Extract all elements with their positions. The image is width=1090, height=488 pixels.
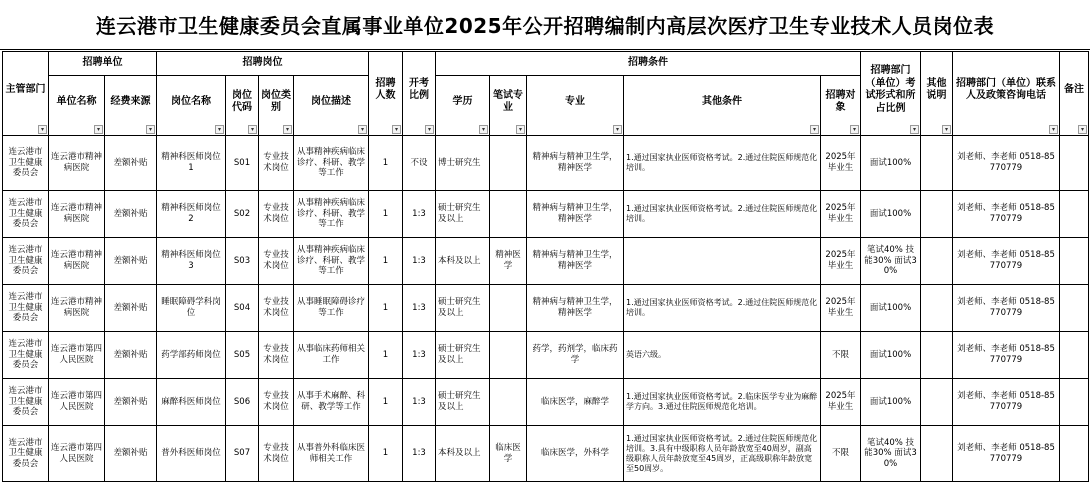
cell-contact[interactable]: 刘老师、李老师 0518-85770779 [953, 379, 1060, 426]
cell-other-cond[interactable]: 1.通过国家执业医师资格考试。2.通过住院医师规范化培训。 [624, 285, 821, 332]
cell-ratio[interactable]: 1:3 [403, 379, 436, 426]
cell-dept[interactable]: 连云港市卫生健康委员会 [3, 379, 49, 426]
filter-dropdown-icon[interactable]: ▾ [810, 125, 819, 134]
cell-written[interactable]: 临床医学 [490, 426, 527, 482]
cell-post[interactable]: 普外科医师岗位 [157, 426, 226, 482]
cell-unit[interactable]: 连云港市精神病医院 [49, 136, 105, 191]
header-remark: 备注 ▾ [1060, 52, 1089, 136]
cell-remark[interactable] [1060, 136, 1089, 191]
cell-type[interactable]: 专业技术岗位 [259, 191, 294, 238]
cell-exam[interactable]: 面试100% [861, 379, 921, 426]
cell-type[interactable]: 专业技术岗位 [259, 238, 294, 285]
cell-other-note[interactable] [921, 238, 953, 285]
cell-post[interactable]: 精神科医师岗位2 [157, 191, 226, 238]
cell-type[interactable]: 专业技术岗位 [259, 136, 294, 191]
cell-dept[interactable]: 连云港市卫生健康委员会 [3, 238, 49, 285]
cell-type[interactable]: 专业技术岗位 [259, 332, 294, 379]
cell-other-cond[interactable]: 1.通过国家执业医师资格考试。2.通过住院医师规范化培训。 [624, 191, 821, 238]
cell-other-cond[interactable]: 英语六级。 [624, 332, 821, 379]
cell-contact[interactable]: 刘老师、李老师 0518-85770779 [953, 238, 1060, 285]
cell-ratio[interactable]: 1:3 [403, 238, 436, 285]
cell-code[interactable]: S07 [226, 426, 259, 482]
filter-dropdown-icon[interactable]: ▾ [146, 125, 155, 134]
cell-ratio[interactable]: 1:3 [403, 426, 436, 482]
cell-major[interactable]: 精神病与精神卫生学，精神医学 [527, 191, 624, 238]
cell-fund[interactable]: 差额补贴 [105, 136, 157, 191]
cell-desc[interactable]: 从事精神疾病临床诊疗、科研、教学等工作 [294, 136, 369, 191]
header-group-post: 招聘岗位 [157, 52, 369, 76]
header-count: 招聘人数 ▾ [369, 52, 403, 136]
cell-count[interactable]: 1 [369, 332, 403, 379]
filter-dropdown-icon[interactable]: ▾ [283, 125, 292, 134]
cell-ratio[interactable]: 1:3 [403, 332, 436, 379]
cell-written[interactable] [490, 191, 527, 238]
filter-dropdown-icon[interactable]: ▾ [613, 125, 622, 134]
cell-target[interactable]: 2025年毕业生 [821, 379, 861, 426]
cell-edu[interactable]: 硕士研究生及以上 [436, 332, 490, 379]
header-target: 招聘对象 ▾ [821, 76, 861, 136]
table-row [3, 426, 1089, 482]
cell-ratio[interactable]: 不设 [403, 136, 436, 191]
cell-major[interactable]: 药学，药剂学，临床药学 [527, 332, 624, 379]
cell-dept[interactable]: 连云港市卫生健康委员会 [3, 136, 49, 191]
filter-dropdown-icon[interactable]: ▾ [910, 125, 919, 134]
header-post-type: 岗位类别 ▾ [259, 76, 294, 136]
cell-unit[interactable]: 连云港市精神病医院 [49, 285, 105, 332]
cell-unit[interactable]: 连云港市精神病医院 [49, 238, 105, 285]
header-unit-name: 单位名称 ▾ [49, 76, 105, 136]
cell-desc[interactable]: 从事精神疾病临床诊疗、科研、教学等工作 [294, 191, 369, 238]
cell-code[interactable]: S02 [226, 191, 259, 238]
cell-exam[interactable]: 面试100% [861, 136, 921, 191]
cell-code[interactable]: S06 [226, 379, 259, 426]
cell-desc[interactable]: 从事手术麻醉、科研、教学等工作 [294, 379, 369, 426]
cell-count[interactable]: 1 [369, 238, 403, 285]
cell-written[interactable] [490, 285, 527, 332]
cell-written[interactable] [490, 136, 527, 191]
cell-ratio[interactable]: 1:3 [403, 191, 436, 238]
cell-edu[interactable]: 硕士研究生及以上 [436, 191, 490, 238]
cell-target[interactable]: 2025年毕业生 [821, 238, 861, 285]
cell-count[interactable]: 1 [369, 285, 403, 332]
cell-major[interactable]: 临床医学，外科学 [527, 426, 624, 482]
table-row [3, 191, 1089, 238]
cell-code[interactable]: S01 [226, 136, 259, 191]
cell-dept[interactable]: 连云港市卫生健康委员会 [3, 285, 49, 332]
cell-other-cond[interactable]: 1.通过国家执业医师资格考试。2.通过住院医师规范化培训。 [624, 136, 821, 191]
filter-dropdown-icon[interactable]: ▾ [94, 125, 103, 134]
header-exam: 招聘部门（单位）考试形式和所占比例 ▾ [861, 52, 921, 136]
cell-desc[interactable]: 从事普外科临床医师相关工作 [294, 426, 369, 482]
cell-post[interactable]: 药学部药师岗位 [157, 332, 226, 379]
cell-post[interactable]: 睡眠障碍学科岗位 [157, 285, 226, 332]
filter-dropdown-icon[interactable]: ▾ [516, 125, 525, 134]
cell-remark[interactable] [1060, 191, 1089, 238]
filter-dropdown-icon[interactable]: ▾ [248, 125, 257, 134]
table-row [3, 285, 1089, 332]
cell-remark[interactable] [1060, 379, 1089, 426]
cell-unit[interactable]: 连云港市第四人民医院 [49, 426, 105, 482]
cell-other-note[interactable] [921, 379, 953, 426]
cell-fund[interactable]: 差额补贴 [105, 238, 157, 285]
cell-contact[interactable]: 刘老师、李老师 0518-85770779 [953, 191, 1060, 238]
table-row [3, 379, 1089, 426]
header-other-cond: 其他条件 ▾ [624, 76, 821, 136]
cell-count[interactable]: 1 [369, 426, 403, 482]
header-post-code: 岗位代码 ▾ [226, 76, 259, 136]
cell-ratio[interactable]: 1:3 [403, 285, 436, 332]
cell-exam[interactable]: 面试100% [861, 285, 921, 332]
cell-fund[interactable]: 差额补贴 [105, 191, 157, 238]
cell-post[interactable]: 麻醉科医师岗位 [157, 379, 226, 426]
header-group-cond: 招聘条件 [436, 52, 861, 76]
cell-other-cond[interactable]: 1.通过国家执业医师资格考试。2.临床医学专业为麻醉学方向。3.通过住院医师规范化培训。 [624, 379, 821, 426]
cell-code[interactable]: S05 [226, 332, 259, 379]
cell-contact[interactable]: 刘老师、李老师 0518-85770779 [953, 426, 1060, 482]
filter-dropdown-icon[interactable]: ▾ [479, 125, 488, 134]
cell-fund[interactable]: 差额补贴 [105, 426, 157, 482]
cell-remark[interactable] [1060, 285, 1089, 332]
header-major: 专业 ▾ [527, 76, 624, 136]
cell-post[interactable]: 精神科医师岗位1 [157, 136, 226, 191]
cell-count[interactable]: 1 [369, 379, 403, 426]
cell-edu[interactable]: 硕士研究生及以上 [436, 379, 490, 426]
header-ratio: 开考比例 ▾ [403, 52, 436, 136]
cell-target[interactable]: 2025年毕业生 [821, 191, 861, 238]
cell-major[interactable]: 精神病与精神卫生学，精神医学 [527, 285, 624, 332]
header-written: 笔试专业 ▾ [490, 76, 527, 136]
cell-code[interactable]: S04 [226, 285, 259, 332]
filter-dropdown-icon[interactable]: ▾ [392, 125, 401, 134]
cell-desc[interactable]: 从事睡眠障碍诊疗等工作 [294, 285, 369, 332]
header-edu: 学历 ▾ [436, 76, 490, 136]
cell-contact[interactable]: 刘老师、李老师 0518-85770779 [953, 332, 1060, 379]
cell-unit[interactable]: 连云港市第四人民医院 [49, 379, 105, 426]
cell-exam[interactable]: 笔试40% 技能30% 面试30% [861, 238, 921, 285]
table-row [3, 332, 1089, 379]
header-post-desc: 岗位描述 ▾ [294, 76, 369, 136]
cell-desc[interactable]: 从事精神疾病临床诊疗、科研、教学等工作 [294, 238, 369, 285]
cell-target[interactable]: 不限 [821, 426, 861, 482]
cell-exam[interactable]: 笔试40% 技能30% 面试30% [861, 426, 921, 482]
cell-fund[interactable]: 差额补贴 [105, 285, 157, 332]
cell-exam[interactable]: 面试100% [861, 191, 921, 238]
cell-code[interactable]: S03 [226, 238, 259, 285]
cell-remark[interactable] [1060, 426, 1089, 482]
cell-target[interactable]: 不限 [821, 332, 861, 379]
cell-type[interactable]: 专业技术岗位 [259, 379, 294, 426]
filter-dropdown-icon[interactable]: ▾ [850, 125, 859, 134]
cell-written[interactable] [490, 379, 527, 426]
filter-dropdown-icon[interactable]: ▾ [38, 125, 47, 134]
cell-fund[interactable]: 差额补贴 [105, 332, 157, 379]
header-group-unit: 招聘单位 [49, 52, 157, 76]
cell-written[interactable]: 精神医学 [490, 238, 527, 285]
cell-contact[interactable]: 刘老师、李老师 0518-85770779 [953, 285, 1060, 332]
cell-exam[interactable]: 面试100% [861, 332, 921, 379]
cell-other-cond[interactable]: 1.通过国家执业医师资格考试。2.通过住院医师规范化培训。3.具有中级职称人员年龄放宽至40周岁，副高级职称人员年龄放宽至45周岁，正高级职称年龄放宽至50周岁。 [624, 426, 821, 482]
table-body [3, 136, 1089, 482]
cell-target[interactable]: 2025年毕业生 [821, 136, 861, 191]
filter-dropdown-icon[interactable]: ▾ [942, 125, 951, 134]
filter-dropdown-icon[interactable]: ▾ [358, 125, 367, 134]
cell-post[interactable]: 精神科医师岗位3 [157, 238, 226, 285]
cell-edu[interactable]: 博士研究生 [436, 136, 490, 191]
filter-dropdown-icon[interactable]: ▾ [425, 125, 434, 134]
cell-contact[interactable]: 刘老师、李老师 0518-85770779 [953, 136, 1060, 191]
cell-count[interactable]: 1 [369, 191, 403, 238]
cell-type[interactable]: 专业技术岗位 [259, 426, 294, 482]
cell-dept[interactable]: 连云港市卫生健康委员会 [3, 191, 49, 238]
cell-other-note[interactable] [921, 426, 953, 482]
recruitment-table [2, 51, 1089, 482]
sheet-title: 连云港市卫生健康委员会直属事业单位2025年公开招聘编制内高层次医疗卫生专业技术人员岗位表 [0, 0, 1090, 50]
header-post-name: 岗位名称 ▾ [157, 76, 226, 136]
cell-unit[interactable]: 连云港市精神病医院 [49, 191, 105, 238]
cell-other-note[interactable] [921, 136, 953, 191]
table-row [3, 136, 1089, 191]
filter-dropdown-icon[interactable]: ▾ [1078, 125, 1087, 134]
cell-other-note[interactable] [921, 332, 953, 379]
header-fund: 经费来源 ▾ [105, 76, 157, 136]
cell-desc[interactable]: 从事临床药师相关工作 [294, 332, 369, 379]
cell-dept[interactable]: 连云港市卫生健康委员会 [3, 332, 49, 379]
cell-dept[interactable]: 连云港市卫生健康委员会 [3, 426, 49, 482]
cell-major[interactable]: 精神病与精神卫生学，精神医学 [527, 136, 624, 191]
cell-major[interactable]: 精神病与精神卫生学，精神医学 [527, 238, 624, 285]
cell-fund[interactable]: 差额补贴 [105, 379, 157, 426]
cell-type[interactable]: 专业技术岗位 [259, 285, 294, 332]
cell-written[interactable] [490, 332, 527, 379]
header-other-note: 其他说明 ▾ [921, 52, 953, 136]
table-row [3, 238, 1089, 285]
cell-major[interactable]: 临床医学，麻醉学 [527, 379, 624, 426]
cell-target[interactable]: 2025年毕业生 [821, 285, 861, 332]
cell-other-cond[interactable] [624, 238, 821, 285]
cell-edu[interactable]: 硕士研究生及以上 [436, 285, 490, 332]
filter-dropdown-icon[interactable]: ▾ [215, 125, 224, 134]
header-dept: 主管部门 ▾ [3, 52, 49, 136]
cell-other-note[interactable] [921, 285, 953, 332]
cell-edu[interactable]: 本科及以上 [436, 238, 490, 285]
cell-remark[interactable] [1060, 332, 1089, 379]
filter-dropdown-icon[interactable]: ▾ [1049, 125, 1058, 134]
cell-other-note[interactable] [921, 191, 953, 238]
cell-count[interactable]: 1 [369, 136, 403, 191]
cell-unit[interactable]: 连云港市第四人民医院 [49, 332, 105, 379]
header-contact: 招聘部门（单位）联系人及政策咨询电话 ▾ [953, 52, 1060, 136]
cell-edu[interactable]: 本科及以上 [436, 426, 490, 482]
cell-remark[interactable] [1060, 238, 1089, 285]
